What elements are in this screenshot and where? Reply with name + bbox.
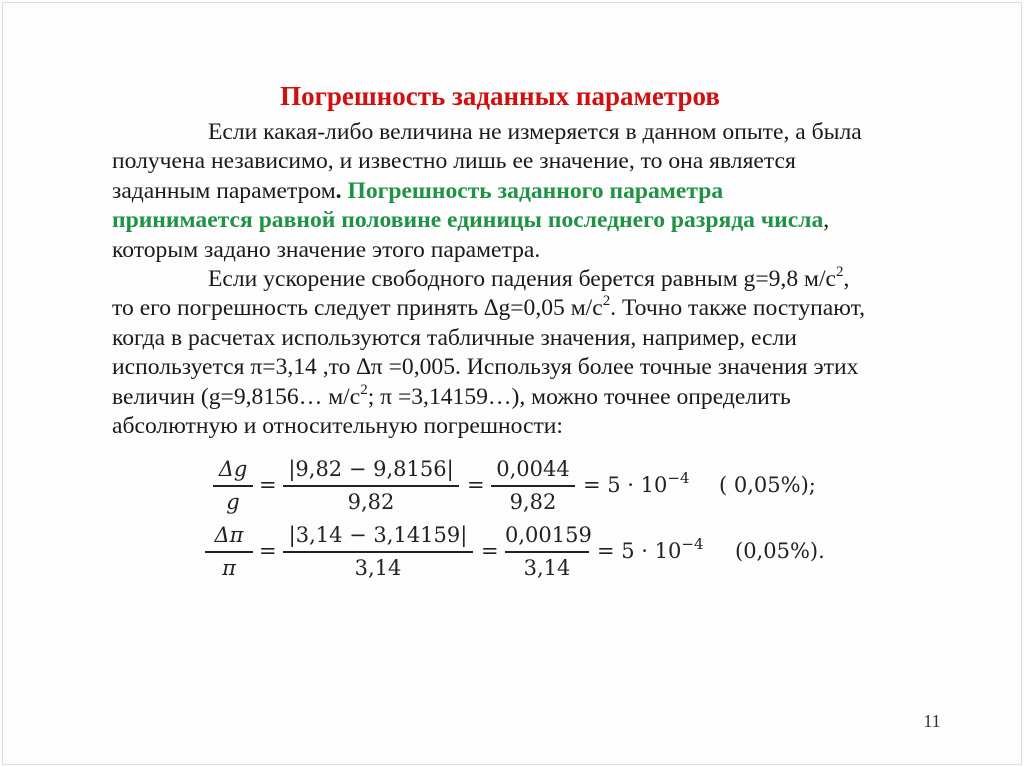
formula-pi-lhs: [205, 522, 253, 582]
slide-title: Погрешность заданных параметров: [280, 81, 720, 111]
paragraph1-line4-comma: ,: [823, 207, 830, 234]
formula-pi-frac1: [283, 522, 473, 582]
paragraph1-line3-dot: .: [335, 177, 342, 204]
paragraph1-line1: Если какая-либо величина не измеряется в данном опыте, а была: [208, 119, 862, 145]
paragraph2-line5-text: величин (g=9,8156… м/с: [112, 383, 361, 410]
formula-pi-percent: (0,05%).: [735, 539, 825, 563]
formula-g-frac1: [283, 456, 459, 516]
formula-pi-lhs-den: π: [222, 556, 236, 580]
paragraph1-line3: [112, 177, 937, 206]
formula-pi: [205, 522, 905, 584]
paragraph2-line2-sup: 2: [602, 293, 611, 310]
fraction-bar: [205, 551, 253, 553]
formula-g-frac1-num: |9,82 − 9,8156|: [288, 457, 454, 481]
formula-pi-result-text: = 5 · 10: [597, 539, 682, 563]
formula-g-lhs-den: g: [226, 490, 240, 514]
formula-g-frac2-den: 9,82: [509, 490, 557, 514]
formula-pi-frac1-den: 3,14: [354, 556, 402, 580]
formula-g-percent: ( 0,05%);: [719, 473, 816, 497]
formula-g-frac2-num: 0,0044: [496, 457, 570, 481]
page-number: 11: [923, 711, 941, 731]
formula-pi-frac2: [505, 522, 592, 582]
formula-pi-eq1: =: [259, 539, 277, 563]
paragraph1-line3-text: заданным параметром: [112, 177, 336, 204]
paragraph1-line4: [112, 206, 937, 235]
paragraph2-line1-post: ,: [843, 265, 850, 292]
highlight-definition-part2: принимается равной половине единицы последнего разряда числа: [112, 207, 824, 234]
formula-g-eq1: =: [259, 473, 277, 497]
paragraph2-line4: используется π=3,14 ,то ∆π =0,005. Используя более точные значения этих: [112, 354, 859, 381]
paragraph2-line5-post: ; π =3,14159…), можно точнее определить: [367, 383, 791, 410]
paragraph2-line3: когда в расчетах используются табличные значения, например, если: [112, 324, 797, 351]
paragraph1-line5: которым задано значение этого параметра.: [112, 236, 541, 263]
paragraph2-line5: [112, 383, 937, 412]
paragraph2-line1-text: Если ускорение свободного падения берется равным g=9,8 м/с: [208, 265, 836, 292]
paragraph2-line2-text: то его погрешность следует принять ∆g=0,05 м/с: [112, 295, 603, 322]
formula-g-lhs-num: Δg: [218, 457, 248, 481]
formula-pi-lhs-num: Δπ: [214, 523, 244, 547]
formula-pi-frac2-num: 0,00159: [505, 523, 592, 547]
formula-pi-eq2: =: [481, 539, 499, 563]
fraction-bar: [283, 551, 473, 553]
formula-g-eq2: =: [467, 473, 485, 497]
paragraph1-line2: получена независимо, и известно лишь ее значение, то она является: [112, 148, 796, 175]
formulas: [205, 456, 905, 584]
formula-g-result: [583, 469, 690, 499]
formula-pi-result: [597, 535, 704, 565]
formula-g-frac2: [491, 456, 575, 516]
fraction-bar: [213, 485, 253, 487]
highlight-definition-part1: Погрешность заданного параметра: [347, 177, 724, 204]
paragraph2-line5-sup: 2: [360, 381, 368, 398]
paragraph2-line1-sup: 2: [836, 264, 844, 281]
formula-pi-exponent: −4: [681, 535, 704, 553]
formula-g: [205, 456, 905, 518]
paragraph2-line6: абсолютную и относительную погрешности:: [112, 412, 563, 439]
paragraph2-line2: [112, 294, 937, 323]
fraction-bar: [491, 485, 575, 487]
slide-body: [112, 118, 937, 441]
formula-g-lhs: [213, 456, 253, 516]
formula-pi-frac2-den: 3,14: [523, 556, 571, 580]
fraction-bar: [283, 485, 459, 487]
paragraph2-line1: [112, 265, 937, 294]
paragraph2-line2-post: . Точно также поступают,: [610, 295, 866, 322]
formula-g-exponent: −4: [667, 469, 690, 487]
fraction-bar: [505, 551, 589, 553]
formula-g-frac1-den: 9,82: [347, 490, 395, 514]
formula-g-result-text: = 5 · 10: [583, 473, 668, 497]
formula-pi-frac1-num: |3,14 − 3,14159|: [288, 523, 468, 547]
